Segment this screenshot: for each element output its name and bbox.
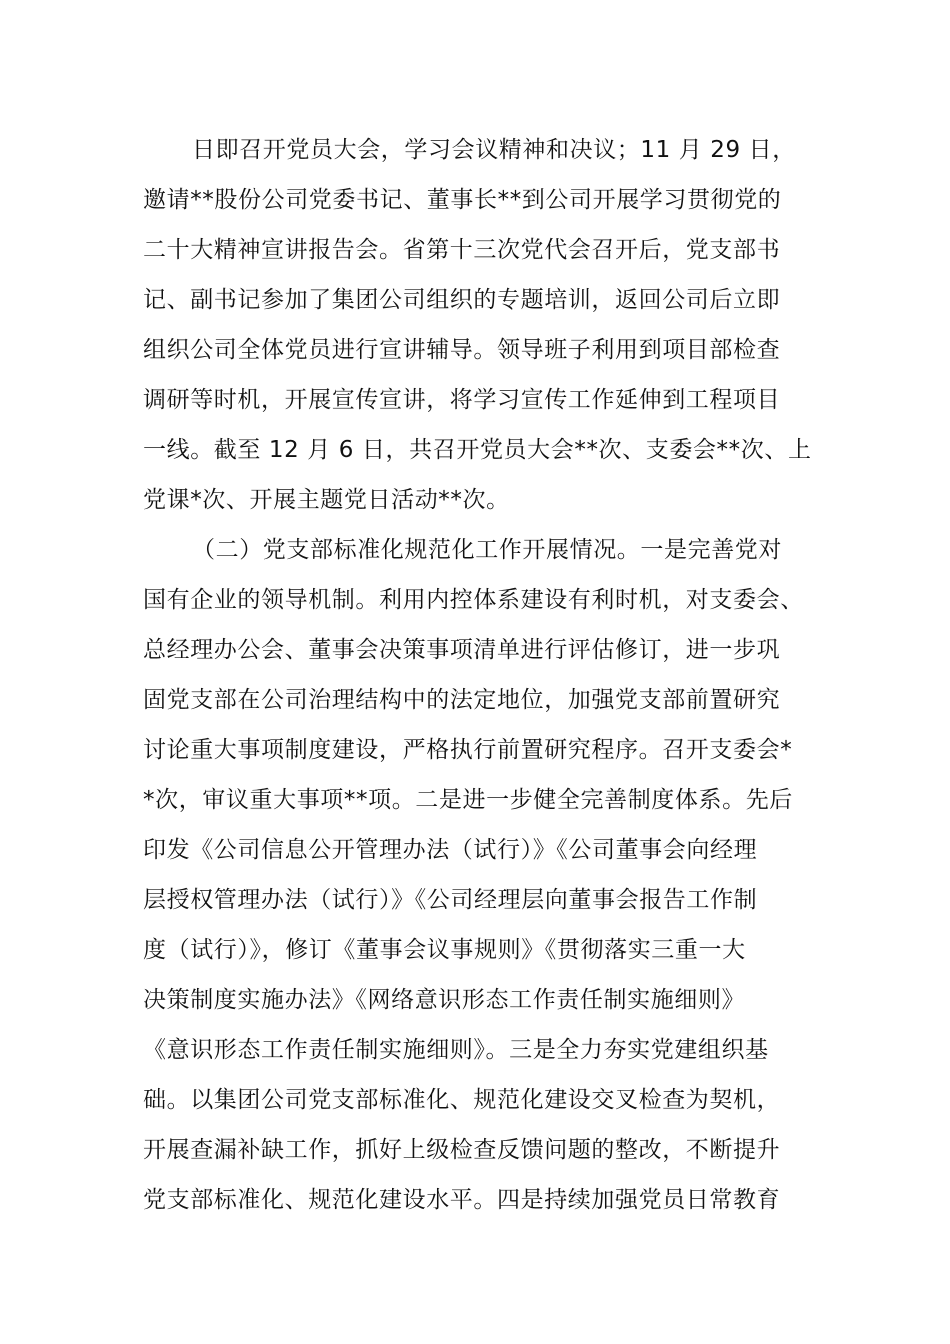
- text-line: 日即召开党员大会，学习会议精神和决议；11 月 29 日，: [192, 137, 796, 163]
- text-line: 总经理办公会、董事会决策事项清单进行评估修订，进一步巩: [143, 637, 781, 663]
- text-line: 二十大精神宣讲报告会。省第十三次党代会召开后，党支部书: [143, 237, 781, 263]
- text-line: 讨论重大事项制度建设，严格执行前置研究程序。召开支委会*: [143, 737, 793, 763]
- text-line: 国有企业的领导机制。利用内控体系建设有利时机，对支委会、: [143, 587, 804, 613]
- text-line: 一线。截至 12 月 6 日，共召开党员大会**次、支委会**次、上: [143, 437, 812, 463]
- text-line: 邀请**股份公司党委书记、董事长**到公司开展学习贯彻党的: [143, 187, 782, 213]
- text-line: 记、副书记参加了集团公司组织的专题培训，返回公司后立即: [143, 287, 781, 313]
- text-line: *次，审议重大事项**项。二是进一步健全完善制度体系。先后: [143, 787, 793, 813]
- text-line: 决策制度实施办法》《网络意识形态工作责任制实施细则》: [143, 987, 746, 1013]
- text-line: 层授权管理办法（试行）》《公司经理层向董事会报告工作制: [143, 887, 758, 913]
- text-line: 度（试行）》，修订《董事会议事规则》《贯彻落实三重一大: [143, 937, 746, 963]
- section-heading-line: （二）党支部标准化规范化工作开展情况。一是完善党对: [192, 537, 782, 563]
- text-line: 《意识形态工作责任制实施细则》。三是全力夯实党建组织基: [143, 1037, 769, 1063]
- text-line: 开展查漏补缺工作，抓好上级检查反馈问题的整改，不断提升: [143, 1137, 781, 1163]
- text-line: 党课*次、开展主题党日活动**次。: [143, 487, 510, 513]
- text-line: 党支部标准化、规范化建设水平。四是持续加强党员日常教育: [143, 1187, 781, 1213]
- text-line: 印发《公司信息公开管理办法（试行）》《公司董事会向经理: [143, 837, 758, 863]
- text-line: 调研等时机，开展宣传宣讲，将学习宣传工作延伸到工程项目: [143, 387, 781, 413]
- text-line: 固党支部在公司治理结构中的法定地位，加强党支部前置研究: [143, 687, 781, 713]
- text-line: 础。以集团公司党支部标准化、规范化建设交叉检查为契机，: [143, 1087, 781, 1113]
- text-line: 组织公司全体党员进行宣讲辅导。领导班子利用到项目部检查: [143, 337, 781, 363]
